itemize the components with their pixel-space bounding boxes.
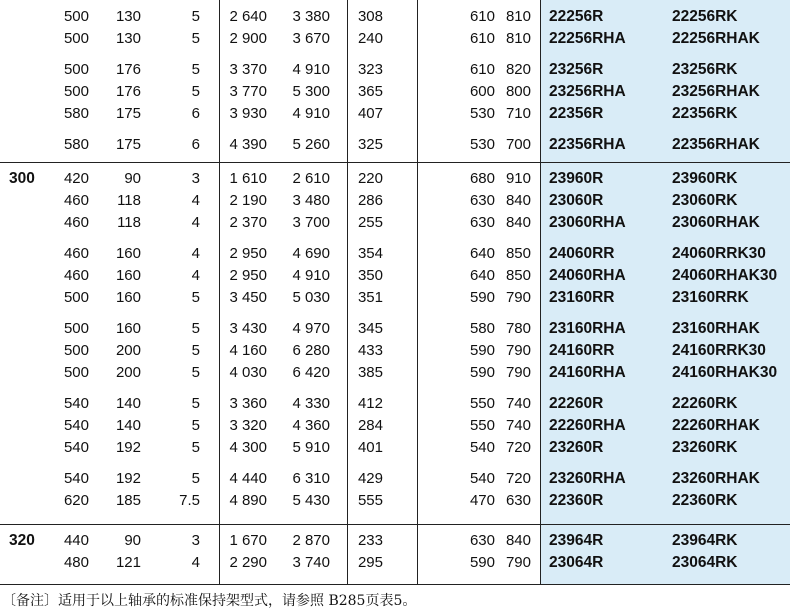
bearing-number-cylindrical-cell: 22356RHA bbox=[549, 136, 626, 153]
outer-diameter-cell: 500 bbox=[63, 61, 89, 78]
dynamic-load-cell: 4 890 bbox=[229, 492, 267, 509]
dynamic-load-cell: 4 440 bbox=[229, 470, 267, 487]
width-cell: 160 bbox=[115, 267, 141, 284]
dynamic-load-cell: 2 290 bbox=[229, 554, 267, 571]
oil-speed-cell: 790 bbox=[505, 342, 531, 359]
static-load-cell: 2 870 bbox=[292, 532, 330, 549]
oil-speed-cell: 840 bbox=[505, 192, 531, 209]
chamfer-cell: 5 bbox=[191, 289, 200, 306]
grease-speed-cell: 630 bbox=[469, 192, 495, 209]
oil-speed-cell: 840 bbox=[505, 214, 531, 231]
bearing-number-tapered-cell: 23256RK bbox=[672, 61, 738, 78]
grease-speed-cell: 540 bbox=[469, 439, 495, 456]
chamfer-cell: 7.5 bbox=[179, 492, 200, 509]
chamfer-cell: 5 bbox=[191, 470, 200, 487]
chamfer-cell: 3 bbox=[191, 532, 200, 549]
width-cell: 185 bbox=[115, 492, 141, 509]
dynamic-load-cell: 4 300 bbox=[229, 439, 267, 456]
fatigue-load-cell: 429 bbox=[357, 470, 383, 487]
dynamic-load-cell: 2 950 bbox=[229, 267, 267, 284]
static-load-cell: 4 910 bbox=[292, 61, 330, 78]
fatigue-load-cell: 401 bbox=[357, 439, 383, 456]
chamfer-cell: 4 bbox=[191, 554, 200, 571]
bearing-number-cylindrical-cell: 22256RHA bbox=[549, 30, 626, 47]
static-load-cell: 3 700 bbox=[292, 214, 330, 231]
bearing-number-cylindrical-cell: 24060RR bbox=[549, 245, 615, 262]
chamfer-cell: 3 bbox=[191, 170, 200, 187]
width-cell: 200 bbox=[115, 364, 141, 381]
outer-diameter-cell: 540 bbox=[63, 470, 89, 487]
width-cell: 176 bbox=[115, 61, 141, 78]
static-load-cell: 4 970 bbox=[292, 320, 330, 337]
width-cell: 90 bbox=[124, 170, 141, 187]
oil-speed-cell: 740 bbox=[505, 417, 531, 434]
bearing-number-tapered-cell: 23060RHAK bbox=[672, 214, 760, 231]
grease-speed-cell: 610 bbox=[469, 8, 495, 25]
chamfer-cell: 6 bbox=[191, 136, 200, 153]
bearing-number-cylindrical-cell: 22356R bbox=[549, 105, 604, 122]
bearing-number-tapered-cell: 22356RK bbox=[672, 105, 738, 122]
grease-speed-cell: 640 bbox=[469, 267, 495, 284]
bearing-number-cylindrical-cell: 23960R bbox=[549, 170, 604, 187]
oil-speed-cell: 780 bbox=[505, 320, 531, 337]
static-load-cell: 4 690 bbox=[292, 245, 330, 262]
fatigue-load-cell: 351 bbox=[357, 289, 383, 306]
bearing-number-tapered-cell: 22256RHAK bbox=[672, 30, 760, 47]
static-load-cell: 2 610 bbox=[292, 170, 330, 187]
bearing-number-cylindrical-cell: 24160RR bbox=[549, 342, 615, 359]
fatigue-load-cell: 433 bbox=[357, 342, 383, 359]
static-load-cell: 5 030 bbox=[292, 289, 330, 306]
outer-diameter-cell: 540 bbox=[63, 417, 89, 434]
width-cell: 160 bbox=[115, 245, 141, 262]
chamfer-cell: 5 bbox=[191, 342, 200, 359]
fatigue-load-cell: 407 bbox=[357, 105, 383, 122]
oil-speed-cell: 850 bbox=[505, 245, 531, 262]
width-cell: 175 bbox=[115, 136, 141, 153]
fatigue-load-cell: 284 bbox=[357, 417, 383, 434]
fatigue-load-cell: 350 bbox=[357, 267, 383, 284]
oil-speed-cell: 810 bbox=[505, 8, 531, 25]
outer-diameter-cell: 540 bbox=[63, 439, 89, 456]
static-load-cell: 3 480 bbox=[292, 192, 330, 209]
chamfer-cell: 5 bbox=[191, 417, 200, 434]
fatigue-load-cell: 555 bbox=[357, 492, 383, 509]
dynamic-load-cell: 1 670 bbox=[229, 532, 267, 549]
outer-diameter-cell: 580 bbox=[63, 105, 89, 122]
outer-diameter-cell: 500 bbox=[63, 83, 89, 100]
fatigue-load-cell: 365 bbox=[357, 83, 383, 100]
dynamic-load-cell: 2 900 bbox=[229, 30, 267, 47]
grease-speed-cell: 600 bbox=[469, 83, 495, 100]
oil-speed-cell: 820 bbox=[505, 61, 531, 78]
grease-speed-cell: 590 bbox=[469, 342, 495, 359]
outer-diameter-cell: 500 bbox=[63, 289, 89, 306]
static-load-cell: 6 280 bbox=[292, 342, 330, 359]
column-divider bbox=[540, 0, 541, 584]
static-load-cell: 5 260 bbox=[292, 136, 330, 153]
outer-diameter-cell: 620 bbox=[63, 492, 89, 509]
bearing-number-tapered-cell: 23160RRK bbox=[672, 289, 749, 306]
bearing-number-tapered-cell: 22360RK bbox=[672, 492, 738, 509]
fatigue-load-cell: 308 bbox=[357, 8, 383, 25]
group-divider bbox=[0, 524, 790, 525]
grease-speed-cell: 550 bbox=[469, 395, 495, 412]
oil-speed-cell: 840 bbox=[505, 532, 531, 549]
bearing-number-tapered-cell: 23964RK bbox=[672, 532, 738, 549]
grease-speed-cell: 590 bbox=[469, 364, 495, 381]
oil-speed-cell: 630 bbox=[505, 492, 531, 509]
fatigue-load-cell: 240 bbox=[357, 30, 383, 47]
width-cell: 118 bbox=[117, 192, 141, 209]
outer-diameter-cell: 460 bbox=[63, 245, 89, 262]
oil-speed-cell: 910 bbox=[505, 170, 531, 187]
dynamic-load-cell: 3 360 bbox=[229, 395, 267, 412]
width-cell: 90 bbox=[124, 532, 141, 549]
bearing-number-cylindrical-cell: 23160RHA bbox=[549, 320, 626, 337]
outer-diameter-cell: 480 bbox=[63, 554, 89, 571]
outer-diameter-cell: 460 bbox=[63, 192, 89, 209]
grease-speed-cell: 610 bbox=[469, 30, 495, 47]
bearing-number-tapered-cell: 24160RRK30 bbox=[672, 342, 766, 359]
static-load-cell: 3 670 bbox=[292, 30, 330, 47]
bearing-number-cylindrical-cell: 23964R bbox=[549, 532, 604, 549]
grease-speed-cell: 630 bbox=[469, 214, 495, 231]
width-cell: 200 bbox=[115, 342, 141, 359]
fatigue-load-cell: 323 bbox=[357, 61, 383, 78]
outer-diameter-cell: 500 bbox=[63, 30, 89, 47]
outer-diameter-cell: 580 bbox=[63, 136, 89, 153]
bore-diameter-cell: 320 bbox=[9, 532, 35, 549]
grease-speed-cell: 640 bbox=[469, 245, 495, 262]
grease-speed-cell: 470 bbox=[469, 492, 495, 509]
dynamic-load-cell: 3 450 bbox=[229, 289, 267, 306]
chamfer-cell: 4 bbox=[191, 214, 200, 231]
bearing-number-tapered-cell: 23260RHAK bbox=[672, 470, 760, 487]
width-cell: 160 bbox=[115, 320, 141, 337]
bearing-number-cylindrical-cell: 23260R bbox=[549, 439, 604, 456]
grease-speed-cell: 540 bbox=[469, 470, 495, 487]
bearing-number-tapered-cell: 23060RK bbox=[672, 192, 738, 209]
fatigue-load-cell: 412 bbox=[357, 395, 383, 412]
dynamic-load-cell: 4 030 bbox=[229, 364, 267, 381]
outer-diameter-cell: 540 bbox=[63, 395, 89, 412]
grease-speed-cell: 530 bbox=[469, 105, 495, 122]
width-cell: 130 bbox=[115, 30, 141, 47]
chamfer-cell: 5 bbox=[191, 439, 200, 456]
column-divider bbox=[347, 0, 348, 584]
bearing-number-tapered-cell: 22356RHAK bbox=[672, 136, 760, 153]
grease-speed-cell: 550 bbox=[469, 417, 495, 434]
bearing-number-cylindrical-cell: 23260RHA bbox=[549, 470, 626, 487]
bearing-number-tapered-cell: 24060RRK30 bbox=[672, 245, 766, 262]
static-load-cell: 6 310 bbox=[292, 470, 330, 487]
bearing-number-tapered-cell: 24160RHAK30 bbox=[672, 364, 778, 381]
fatigue-load-cell: 233 bbox=[357, 532, 383, 549]
static-load-cell: 4 360 bbox=[292, 417, 330, 434]
bearing-number-tapered-cell: 23256RHAK bbox=[672, 83, 760, 100]
grease-speed-cell: 530 bbox=[469, 136, 495, 153]
dynamic-load-cell: 3 320 bbox=[229, 417, 267, 434]
dynamic-load-cell: 2 950 bbox=[229, 245, 267, 262]
fatigue-load-cell: 354 bbox=[357, 245, 383, 262]
dynamic-load-cell: 2 190 bbox=[229, 192, 267, 209]
fatigue-load-cell: 255 bbox=[357, 214, 383, 231]
chamfer-cell: 4 bbox=[191, 267, 200, 284]
outer-diameter-cell: 460 bbox=[63, 267, 89, 284]
oil-speed-cell: 800 bbox=[505, 83, 531, 100]
grease-speed-cell: 680 bbox=[469, 170, 495, 187]
outer-diameter-cell: 420 bbox=[63, 170, 89, 187]
chamfer-cell: 5 bbox=[191, 8, 200, 25]
outer-diameter-cell: 440 bbox=[63, 532, 89, 549]
static-load-cell: 4 330 bbox=[292, 395, 330, 412]
width-cell: 176 bbox=[115, 83, 141, 100]
bearing-number-cylindrical-cell: 22256R bbox=[549, 8, 604, 25]
dynamic-load-cell: 2 640 bbox=[229, 8, 267, 25]
bearing-number-cylindrical-cell: 24060RHA bbox=[549, 267, 626, 284]
width-cell: 121 bbox=[115, 554, 141, 571]
group-divider bbox=[0, 162, 790, 163]
oil-speed-cell: 810 bbox=[505, 30, 531, 47]
column-divider bbox=[219, 0, 220, 584]
oil-speed-cell: 720 bbox=[505, 439, 531, 456]
bearing-number-cylindrical-cell: 22260RHA bbox=[549, 417, 626, 434]
chamfer-cell: 5 bbox=[191, 395, 200, 412]
fatigue-load-cell: 345 bbox=[357, 320, 383, 337]
column-divider bbox=[417, 0, 418, 584]
grease-speed-cell: 630 bbox=[469, 532, 495, 549]
outer-diameter-cell: 500 bbox=[63, 8, 89, 25]
outer-diameter-cell: 500 bbox=[63, 320, 89, 337]
chamfer-cell: 4 bbox=[191, 245, 200, 262]
outer-diameter-cell: 460 bbox=[63, 214, 89, 231]
static-load-cell: 3 740 bbox=[292, 554, 330, 571]
fatigue-load-cell: 220 bbox=[357, 170, 383, 187]
bearing-number-tapered-cell: 23260RK bbox=[672, 439, 738, 456]
dynamic-load-cell: 4 160 bbox=[229, 342, 267, 359]
dynamic-load-cell: 1 610 bbox=[229, 170, 267, 187]
dynamic-load-cell: 3 930 bbox=[229, 105, 267, 122]
grease-speed-cell: 610 bbox=[469, 61, 495, 78]
static-load-cell: 5 300 bbox=[292, 83, 330, 100]
outer-diameter-cell: 500 bbox=[63, 342, 89, 359]
dynamic-load-cell: 3 370 bbox=[229, 61, 267, 78]
grease-speed-cell: 580 bbox=[469, 320, 495, 337]
chamfer-cell: 5 bbox=[191, 83, 200, 100]
oil-speed-cell: 790 bbox=[505, 289, 531, 306]
dynamic-load-cell: 4 390 bbox=[229, 136, 267, 153]
chamfer-cell: 4 bbox=[191, 192, 200, 209]
static-load-cell: 3 380 bbox=[292, 8, 330, 25]
bearing-number-cylindrical-cell: 23060RHA bbox=[549, 214, 626, 231]
width-cell: 175 bbox=[115, 105, 141, 122]
bearing-number-tapered-cell: 22260RK bbox=[672, 395, 738, 412]
oil-speed-cell: 710 bbox=[505, 105, 531, 122]
fatigue-load-cell: 286 bbox=[357, 192, 383, 209]
bearing-number-cylindrical-cell: 23256R bbox=[549, 61, 604, 78]
bearing-number-tapered-cell: 22256RK bbox=[672, 8, 738, 25]
bearing-number-tapered-cell: 23960RK bbox=[672, 170, 738, 187]
chamfer-cell: 6 bbox=[191, 105, 200, 122]
bearing-number-cylindrical-cell: 23064R bbox=[549, 554, 604, 571]
oil-speed-cell: 720 bbox=[505, 470, 531, 487]
static-load-cell: 4 910 bbox=[292, 267, 330, 284]
table-bottom-rule bbox=[0, 584, 790, 585]
bearing-number-cylindrical-cell: 23160RR bbox=[549, 289, 615, 306]
bearing-number-cylindrical-cell: 24160RHA bbox=[549, 364, 626, 381]
dynamic-load-cell: 3 770 bbox=[229, 83, 267, 100]
grease-speed-cell: 590 bbox=[469, 289, 495, 306]
static-load-cell: 4 910 bbox=[292, 105, 330, 122]
bearing-number-tapered-cell: 24060RHAK30 bbox=[672, 267, 778, 284]
bearing-number-tapered-cell: 22260RHAK bbox=[672, 417, 760, 434]
bearing-number-tapered-cell: 23160RHAK bbox=[672, 320, 760, 337]
chamfer-cell: 5 bbox=[191, 61, 200, 78]
dynamic-load-cell: 2 370 bbox=[229, 214, 267, 231]
bearing-number-cylindrical-cell: 22360R bbox=[549, 492, 604, 509]
fatigue-load-cell: 295 bbox=[357, 554, 383, 571]
width-cell: 130 bbox=[115, 8, 141, 25]
chamfer-cell: 5 bbox=[191, 30, 200, 47]
bearing-number-tapered-cell: 23064RK bbox=[672, 554, 738, 571]
bearing-number-cylindrical-cell: 23256RHA bbox=[549, 83, 626, 100]
outer-diameter-cell: 500 bbox=[63, 364, 89, 381]
width-cell: 192 bbox=[115, 470, 141, 487]
bearing-number-cylindrical-cell: 23060R bbox=[549, 192, 604, 209]
oil-speed-cell: 790 bbox=[505, 364, 531, 381]
oil-speed-cell: 850 bbox=[505, 267, 531, 284]
oil-speed-cell: 740 bbox=[505, 395, 531, 412]
grease-speed-cell: 590 bbox=[469, 554, 495, 571]
fatigue-load-cell: 325 bbox=[357, 136, 383, 153]
width-cell: 140 bbox=[115, 417, 141, 434]
chamfer-cell: 5 bbox=[191, 364, 200, 381]
fatigue-load-cell: 385 bbox=[357, 364, 383, 381]
dynamic-load-cell: 3 430 bbox=[229, 320, 267, 337]
oil-speed-cell: 700 bbox=[505, 136, 531, 153]
static-load-cell: 5 430 bbox=[292, 492, 330, 509]
static-load-cell: 6 420 bbox=[292, 364, 330, 381]
width-cell: 118 bbox=[117, 214, 141, 231]
width-cell: 160 bbox=[115, 289, 141, 306]
footnote: 〔备注〕适用于以上轴承的标准保持架型式，请参照 B285页表5。 bbox=[2, 593, 417, 609]
static-load-cell: 5 910 bbox=[292, 439, 330, 456]
chamfer-cell: 5 bbox=[191, 320, 200, 337]
width-cell: 140 bbox=[115, 395, 141, 412]
bore-diameter-cell: 300 bbox=[9, 170, 35, 187]
width-cell: 192 bbox=[115, 439, 141, 456]
oil-speed-cell: 790 bbox=[505, 554, 531, 571]
bearing-number-cylindrical-cell: 22260R bbox=[549, 395, 604, 412]
